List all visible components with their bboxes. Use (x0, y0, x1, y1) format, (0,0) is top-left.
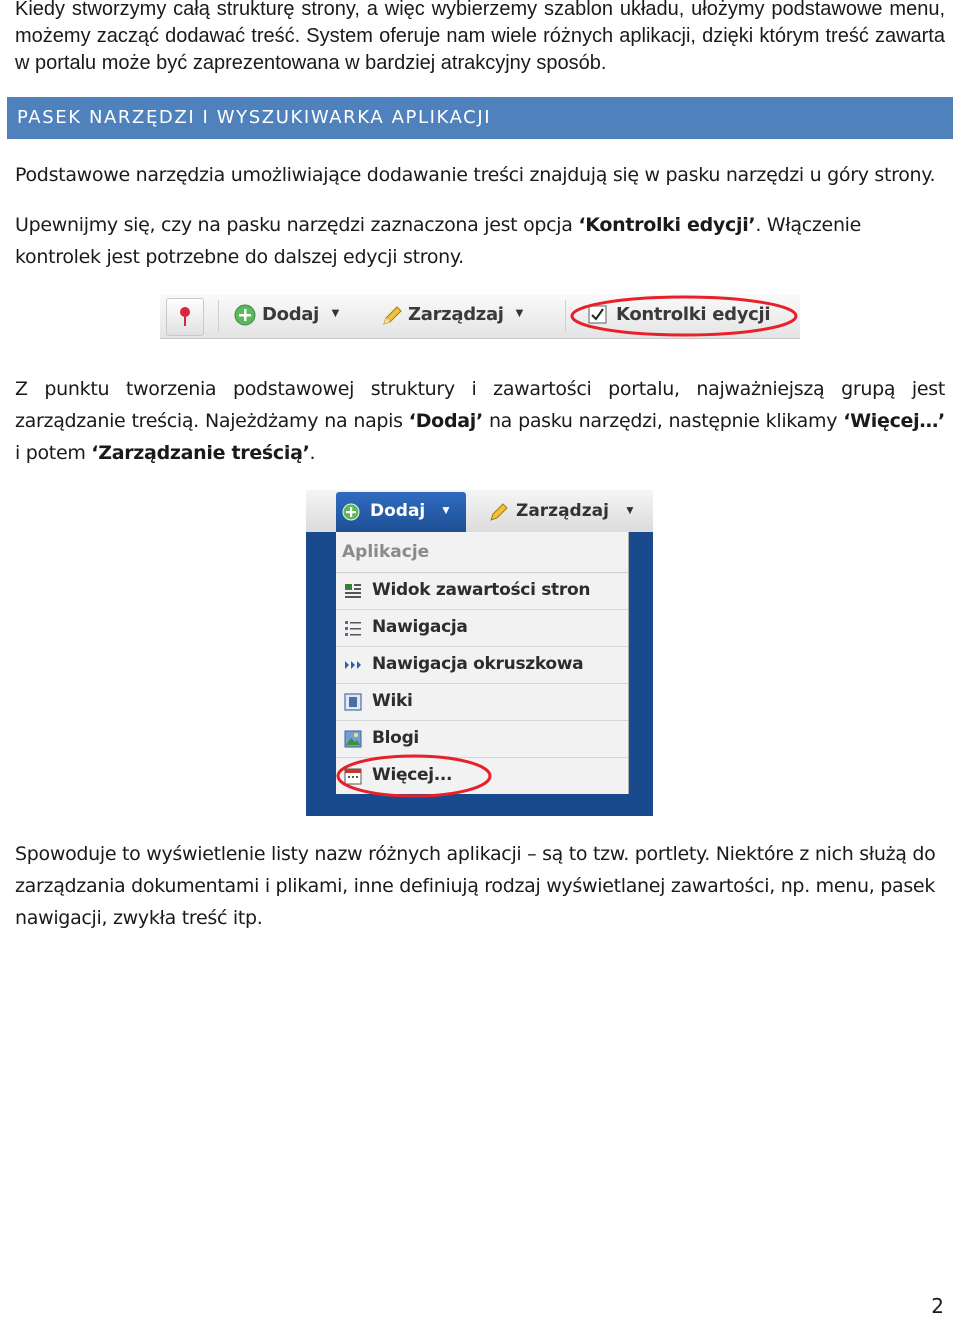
menu-item-wiki[interactable] (336, 684, 628, 721)
section-heading-bar (7, 97, 953, 139)
manage-label: Zarządzaj (408, 304, 504, 325)
list-icon (344, 619, 362, 637)
breadcrumb-icon (344, 656, 362, 674)
menu-item-label: Widok zawartości stron (372, 580, 591, 600)
portlets-paragraph: Spowoduje to wyświetlenie listy nazw różnych aplikacji – są to tzw. portlety. Niektóre z nich służą do zarządzania dokumentami i plikami, inne definiują rodzaj wyświetlanej zawartości, np. menu, pasek nawigacji, zwykła treść itp. (15, 843, 936, 929)
menu-item-label: Więcej... (372, 765, 453, 785)
manage-menu-button[interactable] (378, 294, 538, 338)
para3-bold2: ‘Więcej…’ (843, 410, 945, 432)
intro-paragraph: Kiedy stworzymy całą strukturę strony, a więc wybierzemy szablon układu, ułożymy podstawowe menu, możemy zacząć dodawać treść. System oferuje nam wiele różnych aplikacji, dzięki którym treść zawarta w portalu może być zaprezentowana w bardziej atrakcyjny sposób. (15, 0, 945, 74)
chevron-down-icon: ▼ (329, 305, 342, 320)
menu-item-label: Blogi (372, 728, 419, 748)
toolbar-screenshot (160, 294, 800, 339)
chevron-down-icon: ▼ (440, 503, 452, 517)
para3-bold3: ‘Zarządzanie treścią’ (91, 442, 310, 464)
para3-part1: Z punktu tworzenia podstawowej struktury i zawartości portalu, najważniejszą grupą jest zarządzanie treścią. Najeżdżamy na napis (15, 378, 945, 432)
page-number: 2 (931, 1294, 944, 1318)
toolbar-paragraph: Podstawowe narzędzia umożliwiające dodawanie treści znajdują się w pasku narzędzi u góry strony. (15, 164, 936, 186)
add-menu-screenshot (306, 490, 653, 816)
add-label: Dodaj (262, 304, 320, 325)
toolbar-divider (565, 300, 566, 332)
edit-controls-paragraph (15, 209, 945, 273)
menu-item-breadcrumb[interactable] (336, 647, 628, 684)
blog-icon (344, 730, 362, 748)
chevron-down-icon: ▼ (513, 305, 526, 320)
para3-bold1: ‘Dodaj’ (408, 410, 483, 432)
menu-item-page-content[interactable] (336, 573, 628, 610)
para3-part4: . (309, 442, 316, 464)
add-menu-button[interactable] (232, 294, 352, 338)
pin-icon (166, 298, 204, 336)
add-menu-tab[interactable] (336, 492, 466, 532)
highlight-ellipse (568, 294, 800, 338)
toolbar-divider (218, 300, 219, 332)
section-heading: PASEK NARZĘDZI I WYSZUKIWARKA APLIKACJI (17, 107, 492, 128)
edit-controls-label: Kontrolki edycji (616, 304, 771, 325)
menu-toolbar (306, 490, 653, 532)
menu-item-navigation[interactable] (336, 610, 628, 647)
page-content-icon (344, 582, 362, 600)
para2-bold: ‘Kontrolki edycji’ (578, 214, 756, 236)
plus-circle-icon (234, 304, 256, 326)
menu-item-label: Wiki (372, 691, 413, 711)
para2-before: Upewnijmy się, czy na pasku narzędzi zaznaczona jest opcja (15, 214, 579, 236)
manage-menu-tab[interactable] (486, 492, 651, 532)
menu-section-title: Aplikacje (342, 542, 430, 562)
plus-circle-icon (342, 503, 360, 521)
add-label: Dodaj (370, 501, 426, 521)
pencil-icon (380, 304, 404, 328)
menu-item-label: Nawigacja (372, 617, 468, 637)
para2-after: . Włączenie kontrolek jest potrzebne do dalszej edycji strony. (15, 214, 862, 268)
pencil-icon (488, 501, 510, 523)
content-management-paragraph (15, 373, 945, 469)
highlight-ellipse (334, 752, 494, 800)
para3-part2: na pasku narzędzi, następnie klikamy (482, 410, 844, 432)
chevron-down-icon: ▼ (624, 503, 636, 517)
manage-label: Zarządzaj (516, 501, 609, 521)
para3-part3: i potem (15, 442, 92, 464)
wiki-icon (344, 693, 362, 711)
menu-item-label: Nawigacja okruszkowa (372, 654, 584, 674)
